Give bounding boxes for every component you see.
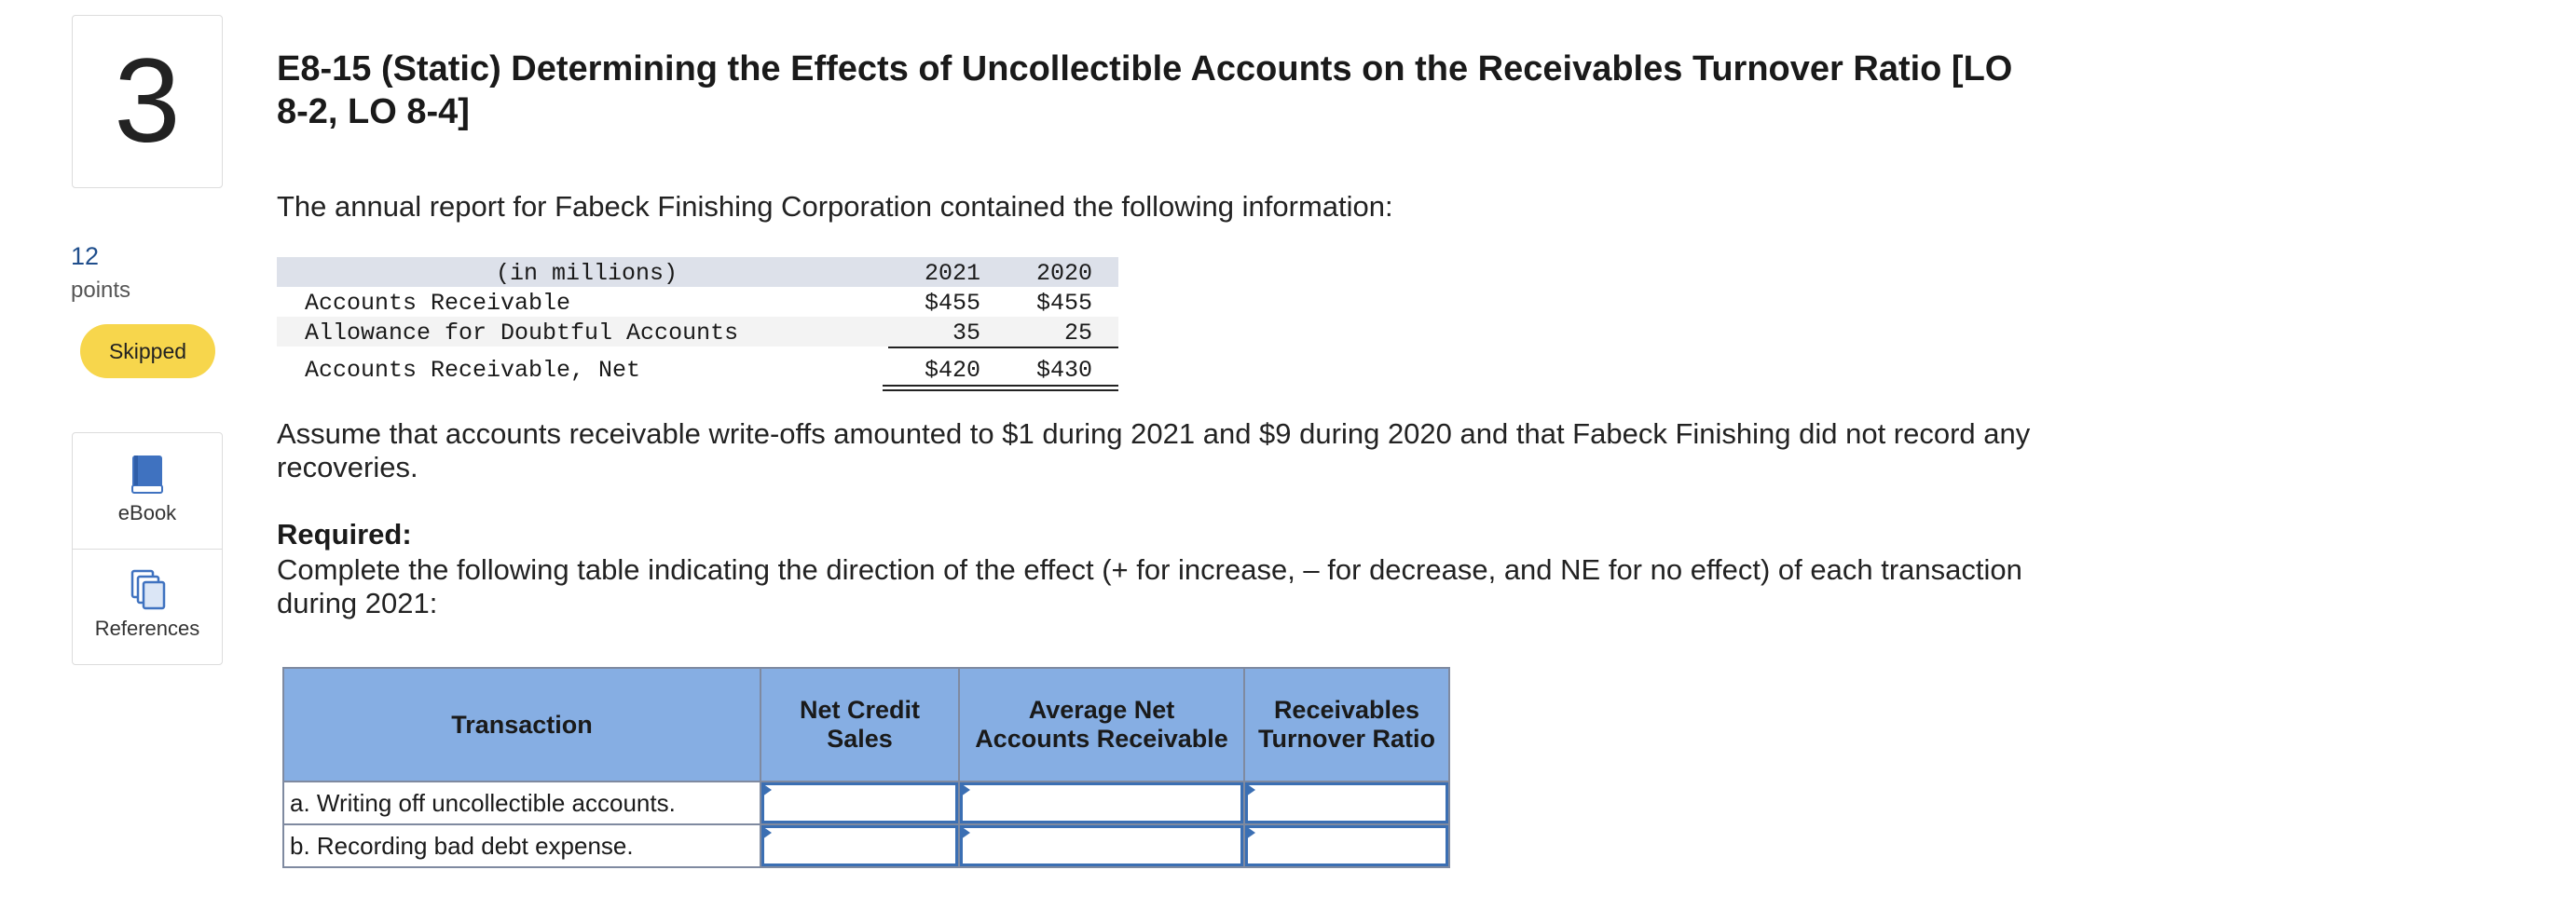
question-number: 3: [114, 34, 181, 168]
value-2021: $420: [924, 357, 980, 384]
ebook-button[interactable]: [73, 454, 222, 525]
subtotal-line: [888, 347, 1118, 348]
question-number-box: [72, 15, 223, 188]
required-heading: Required:: [277, 518, 412, 551]
value-2020: $455: [1035, 290, 1092, 317]
value-2020: $430: [1035, 357, 1092, 384]
cell-marker-icon: [961, 826, 970, 839]
transaction-label: a. Writing off uncollectible accounts.: [283, 782, 760, 824]
table-row: [283, 824, 1449, 867]
row-label: Allowance for Doubtful Accounts: [305, 320, 739, 347]
answer-cell: [959, 824, 1244, 867]
avg-net-ar-input-a[interactable]: [960, 782, 1243, 823]
answer-header-row: [283, 668, 1449, 782]
col-transaction: Transaction: [283, 668, 760, 782]
intro-text: The annual report for Fabeck Finishing Corporation contained the following information:: [277, 190, 1393, 223]
transaction-label: b. Recording bad debt expense.: [283, 824, 760, 867]
tools-divider: [73, 549, 222, 550]
financial-header-row: [277, 257, 1118, 287]
financial-row: [277, 287, 1118, 317]
copy-pages-icon: [129, 569, 166, 612]
financial-row-total: [277, 354, 1118, 384]
answer-table: [282, 667, 1450, 868]
points-value: 12: [71, 242, 100, 270]
answer-cell: [760, 824, 959, 867]
avg-net-ar-input-b[interactable]: [960, 825, 1243, 866]
cell-marker-icon: [762, 826, 772, 839]
book-icon: [129, 454, 166, 496]
row-label: Accounts Receivable, Net: [305, 357, 641, 384]
question-title: E8-15 (Static) Determining the Effects of Uncollectible Accounts on the Receivables Turnover Ratio [LO 8-2, LO 8-4]: [277, 49, 2013, 131]
header-2020: 2020: [1035, 260, 1092, 287]
answer-cell: [959, 782, 1244, 824]
cell-marker-icon: [1246, 783, 1255, 796]
net-credit-sales-input-a[interactable]: [761, 782, 958, 823]
turnover-input-b[interactable]: [1245, 825, 1448, 866]
cell-marker-icon: [961, 783, 970, 796]
answer-cell: [1244, 824, 1449, 867]
value-2021: $455: [924, 290, 980, 317]
total-double-line-top: [883, 385, 1118, 387]
references-button[interactable]: [73, 569, 222, 641]
turnover-input-a[interactable]: [1245, 782, 1448, 823]
net-credit-sales-input-b[interactable]: [761, 825, 958, 866]
answer-cell: [760, 782, 959, 824]
value-2020: 25: [1063, 320, 1092, 347]
references-label: References: [94, 617, 200, 640]
table-row: [283, 782, 1449, 824]
header-2021: 2021: [924, 260, 980, 287]
value-2021: 35: [952, 320, 980, 347]
assumption-text: Assume that accounts receivable write-offs amounted to $1 during 2021 and $9 during 2020 and that Fabeck Finishing did not record any recoveries.: [277, 417, 2031, 483]
ebook-label: eBook: [117, 501, 177, 524]
required-text: Complete the following table indicating the direction of the effect (+ for increase, – for decrease, and NE for no effect) of each transaction during 2021:: [277, 553, 2022, 619]
status-badge: Skipped: [80, 324, 215, 378]
tools-panel: [72, 432, 223, 665]
points-label: points: [71, 278, 131, 303]
answer-cell: [1244, 782, 1449, 824]
col-avg-net-ar: Average Net Accounts Receivable: [959, 668, 1244, 782]
col-turnover-ratio: Receivables Turnover Ratio: [1244, 668, 1449, 782]
col-net-credit-sales: Net Credit Sales: [760, 668, 959, 782]
cell-marker-icon: [1246, 826, 1255, 839]
cell-marker-icon: [762, 783, 772, 796]
row-label: Accounts Receivable: [305, 290, 571, 317]
financial-header-label: (in millions): [495, 260, 678, 287]
total-double-line-bottom: [883, 389, 1118, 391]
financial-row: [277, 317, 1118, 347]
